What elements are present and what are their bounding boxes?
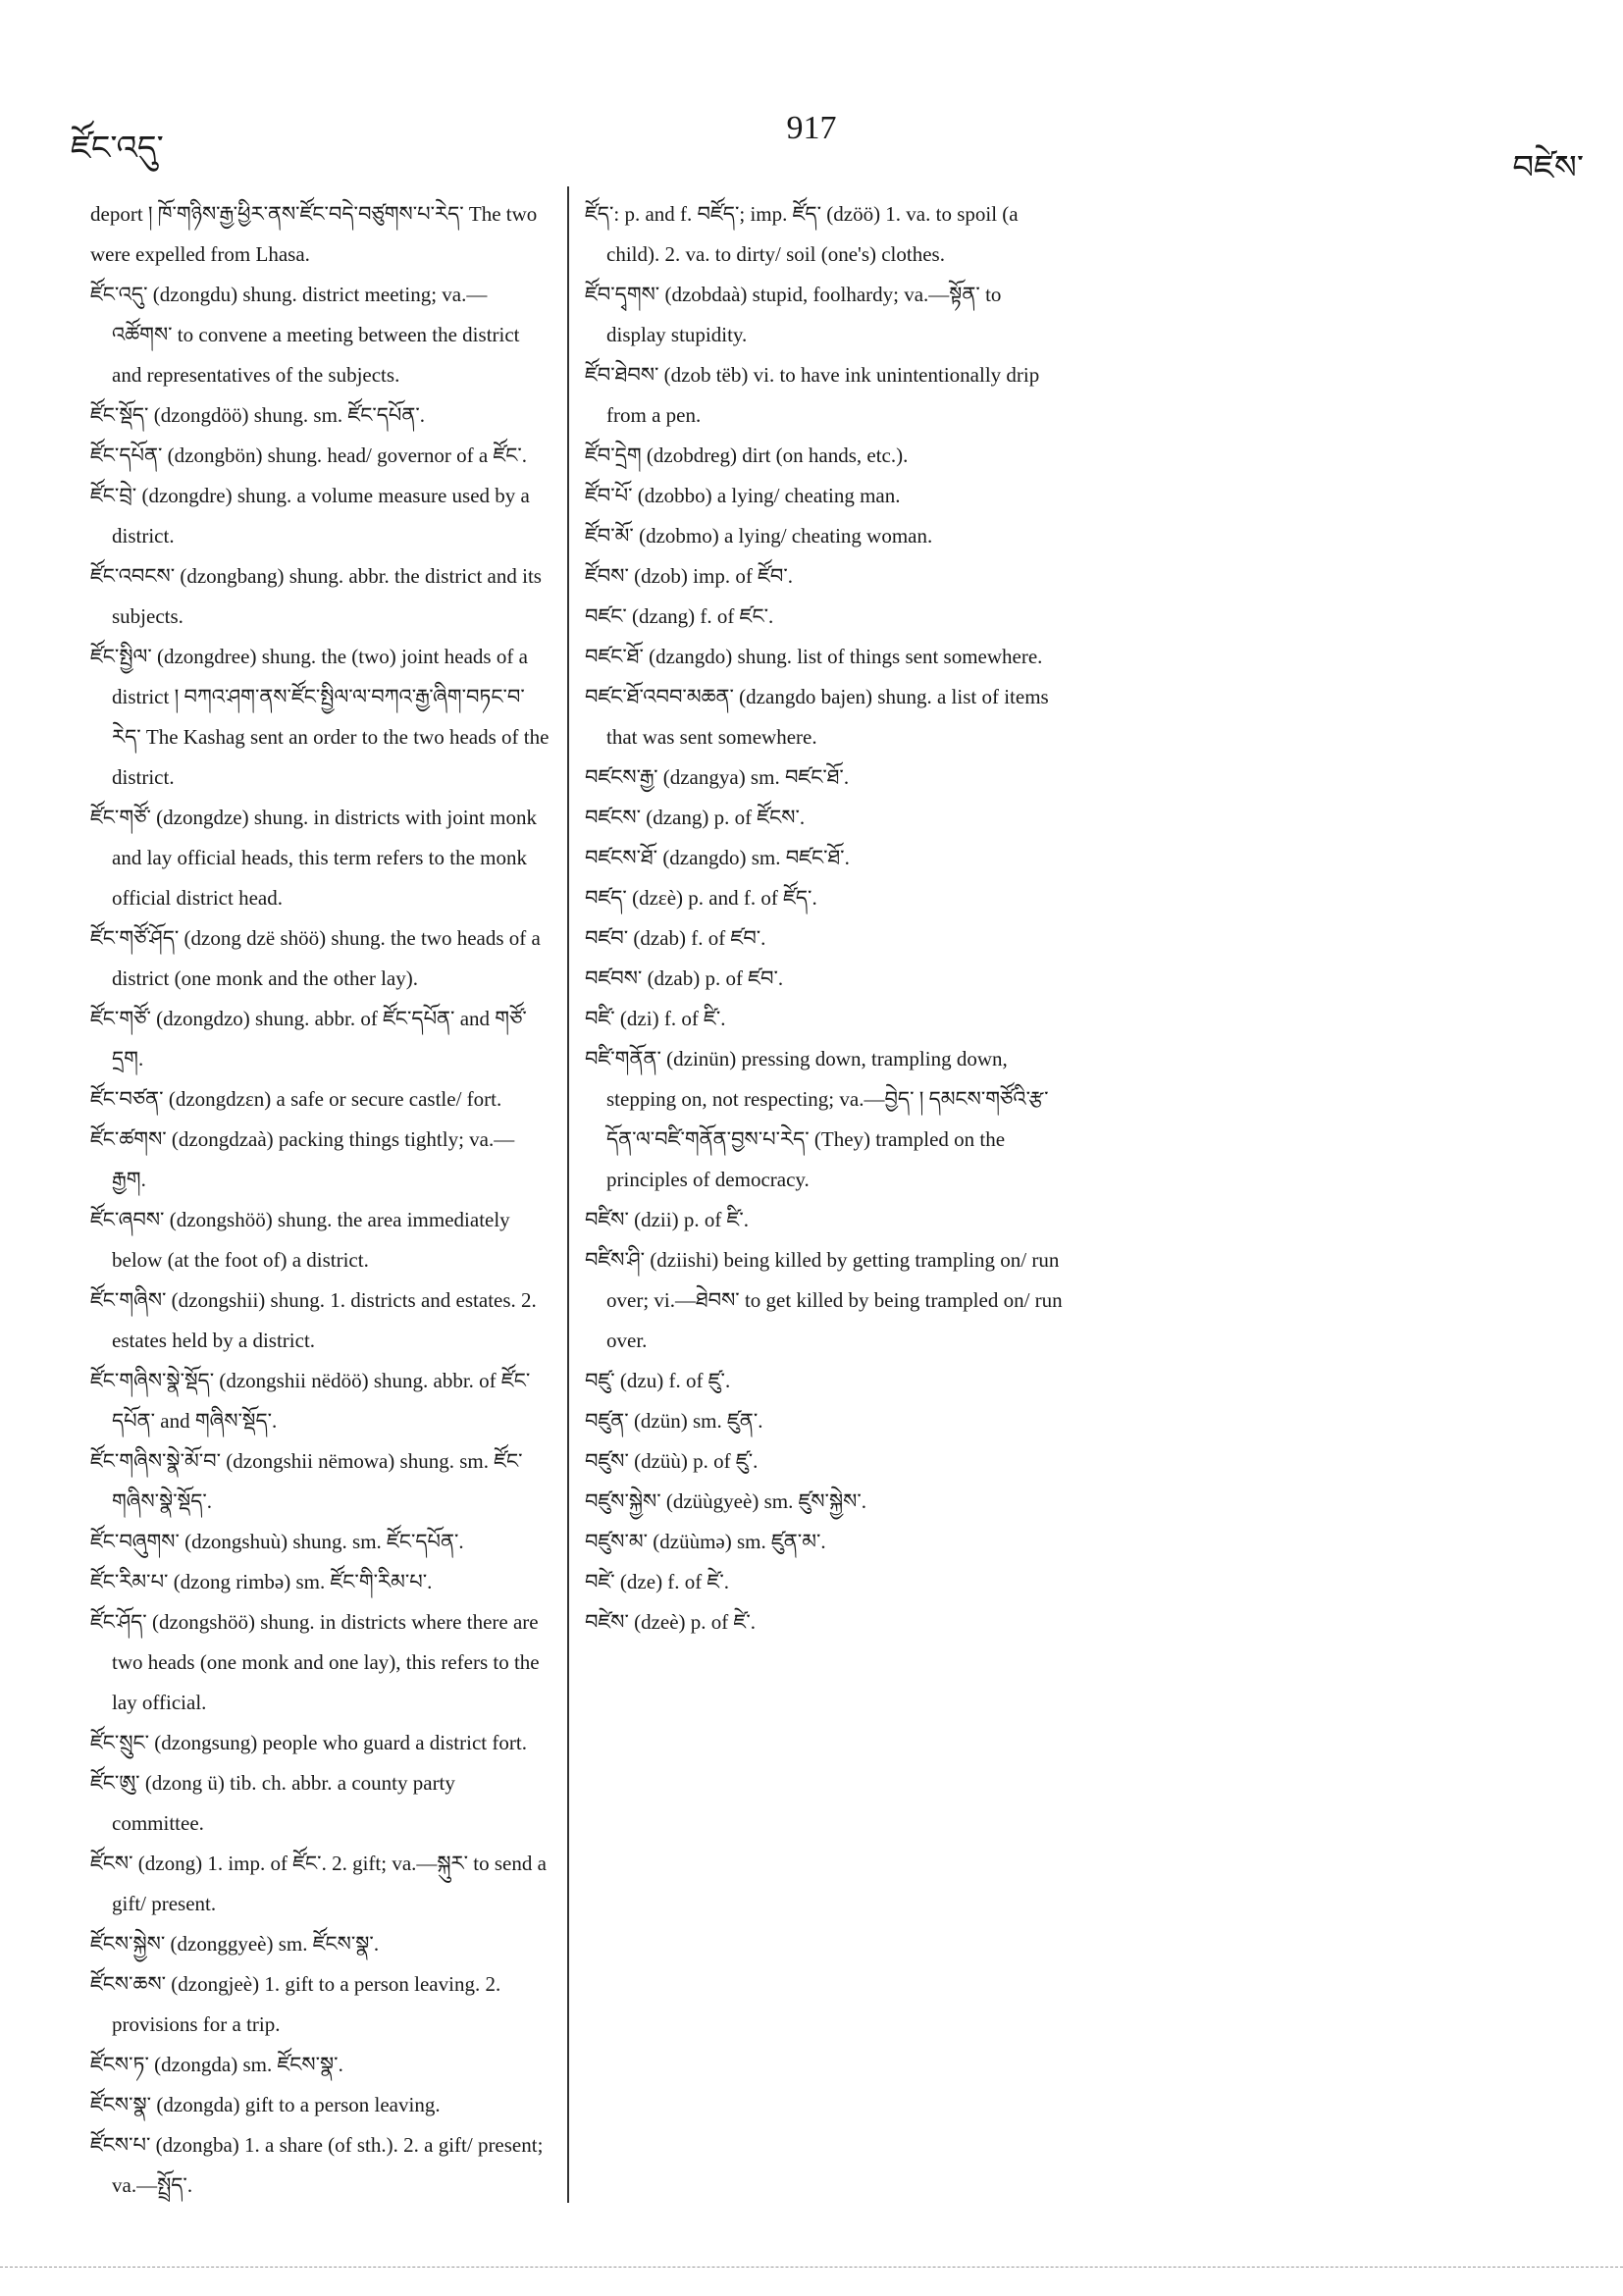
dictionary-entry: བཛིས་ཤི་ (dziishi) being killed by getting trampling on/ run over; vi.—ཐེབས་ to get killed by being trampled on/ run over.	[585, 1248, 1063, 1352]
dictionary-entry: ཛོང་སྲུང་ (dzongsung) people who guard a district fort.	[90, 1731, 527, 1754]
dictionary-entry: བཛབ་ (dzab) f. of ཛབ་.	[585, 926, 766, 950]
dictionary-entry: བཛད་ (dzɛè) p. and f. of ཛོད་.	[585, 886, 817, 910]
dictionary-entry: བཛངས་ (dzang) p. of ཛོངས་.	[585, 806, 806, 829]
right-column	[585, 194, 1066, 1643]
dictionary-entry: ཛོང་གཞིས་ (dzongshii) shung. 1. districts and estates. 2. estates held by a district.	[90, 1288, 537, 1352]
dictionary-entry: ཛོང་བཞུགས་ (dzongshuù) shung. sm. ཛོང་དཔོན་.	[90, 1530, 464, 1553]
dictionary-entry: བཛང་ཐོ་འབབ་མཆན་ (dzangdo bajen) shung. a list of items that was sent somewhere.	[585, 685, 1049, 749]
dictionary-entry: ཛོངས་སྐྱེས་ (dzonggyeè) sm. ཛོངས་སྣ་.	[90, 1932, 380, 1956]
dictionary-entry: བཛུས་ (dzüù) p. of ཛུ་.	[585, 1449, 759, 1473]
dictionary-entry: ཛོབ་དྭགས་ (dzobdaà) stupid, foolhardy; va.—སྟོན་ to display stupidity.	[585, 283, 1002, 346]
dictionary-entry: ཛོང་ཞབས་ (dzongshöö) shung. the area immediately below (at the foot of) a district.	[90, 1208, 510, 1272]
dictionary-entry: བཛེ་ (dze) f. of ཛེ་.	[585, 1570, 730, 1593]
dictionary-entry: བཛངས་རྒྱ་ (dzangya) sm. བཛང་ཐོ་.	[585, 765, 850, 789]
dictionary-entry: ཛོབས་ (dzob) imp. of ཛོབ་.	[585, 564, 794, 588]
dictionary-entry: ཛོབ་པོ་ (dzobbo) a lying/ cheating man.	[585, 484, 901, 507]
dictionary-entry: ཛོངས་ཆས་ (dzongjeè) 1. gift to a person leaving. 2. provisions for a trip.	[90, 1972, 501, 2036]
dictionary-entry: བཛུ་ (dzu) f. of ཛུ་.	[585, 1369, 731, 1392]
dictionary-entry: ཛོངས་ཏ་ (dzongda) sm. ཛོངས་སྣ་.	[90, 2053, 343, 2076]
column-rule	[567, 186, 569, 2203]
dictionary-entry: ཛོང་བྲེ་ (dzongdre) shung. a volume measure used by a district.	[90, 484, 530, 548]
dictionary-entry: བཛི་ (dzi) f. of ཛི་.	[585, 1007, 726, 1030]
dictionary-entry: ཛོང་ཤོད་ (dzongshöö) shung. in districts where there are two heads (one monk and one lay), this refers to the lay official.	[90, 1610, 540, 1714]
page-number: 917	[786, 110, 837, 146]
dictionary-entry: བཛིས་ (dzii) p. of ཛི་.	[585, 1208, 750, 1231]
dictionary-entry: ཛོང་ཨུ་ (dzong ü) tib. ch. abbr. a county party committee.	[90, 1771, 455, 1835]
dictionary-entry: ཛོང་བཙན་ (dzongdzɛn) a safe or secure castle/ fort.	[90, 1087, 502, 1111]
dictionary-entry: ཛོང་གཙོ་ (dzongdze) shung. in districts with joint monk and lay official heads, this term refers to the monk official district head.	[90, 806, 538, 910]
dictionary-entry: ཛོད་: p. and f. བཛོད་; imp. ཛོད་ (dzöö) 1. va. to spoil (a child). 2. va. to dirty/ soil (one's) clothes.	[585, 202, 1019, 266]
dictionary-entry: ཛོངས་སྣ་ (dzongda) gift to a person leaving.	[90, 2093, 441, 2116]
dictionary-entry: བཛུས་མ་ (dzüùmə) sm. ཛུན་མ་.	[585, 1530, 826, 1553]
dictionary-entry: བཛངས་ཐོ་ (dzangdo) sm. བཛང་ཐོ་.	[585, 846, 850, 869]
dictionary-entry: ཛོང་གཞིས་སྣེ་སྡོད་ (dzongshii nëdöö) shung. abbr. of ཛོང་དཔོན་ and གཞིས་སྡོད་.	[90, 1369, 531, 1433]
footer-rule	[0, 2267, 1623, 2268]
dictionary-entry: ཛོབ་དྲེག (dzobdreg) dirt (on hands, etc.).	[585, 444, 909, 467]
dictionary-entry: ཛོབ་མོ་ (dzobmo) a lying/ cheating woman.	[585, 524, 933, 548]
dictionary-entry: ཛོང་གཞིས་སྣེ་མོ་བ་ (dzongshii nëmowa) shung. sm. ཛོང་གཞིས་སྣེ་སྡོད་.	[90, 1449, 523, 1513]
dictionary-entry: deport ། ཁོ་གཉིས་རྒྱ་ཕྱིར་ནས་ཛོང་བདེ་བཙུགས་པ་རེད་ The two were expelled from Lhasa.	[90, 202, 538, 266]
dictionary-entry: བཛང་ (dzang) f. of ཛང་.	[585, 604, 774, 628]
dictionary-entry: བཛུན་ (dzün) sm. ཛུན་.	[585, 1409, 763, 1433]
dictionary-entry: ཛོབ་ཐེབས་ (dzob tëb) vi. to have ink unintentionally drip from a pen.	[585, 363, 1040, 427]
dictionary-entry: བཛང་ཐོ་ (dzangdo) shung. list of things sent somewhere.	[585, 645, 1043, 668]
dictionary-entry: ཛོང་དཔོན་ (dzongbön) shung. head/ governor of a ཛོང་.	[90, 444, 528, 467]
dictionary-entry: བཛི་གནོན་ (dzinün) pressing down, trampling down, stepping on, not respecting; va.—བྱེད་ ། དམངས་གཙོའི་རྩ་དོན་ལ་བཛི་གནོན་བྱས་པ་རེད་ (They) trampled on the principles of democracy.	[585, 1047, 1049, 1191]
dictionary-entry: ཛོང་འབངས་ (dzongbang) shung. abbr. the district and its subjects.	[90, 564, 542, 628]
dictionary-entry: བཛུས་སྐྱེས་ (dzüùgyeè) sm. ཛུས་སྐྱེས་.	[585, 1489, 866, 1513]
dictionary-entry: ཛོང་རིམ་པ་ (dzong rimbə) sm. ཛོང་གི་རིམ་པ་.	[90, 1570, 433, 1593]
dictionary-entry: ཛོང་འདུ་ (dzongdu) shung. district meeting; va.— འཚོགས་ to convene a meeting between the district and representatives of the subjects.	[90, 283, 520, 387]
guideword-left: ཛོང་འདུ་	[71, 130, 164, 167]
left-column	[90, 194, 551, 2206]
dictionary-entry: ཛོངས་པ་ (dzongba) 1. a share (of sth.). 2. a gift/ present; va.—སྤྲོད་.	[90, 2133, 544, 2197]
dictionary-entry: ཛོང་སྡོད་ (dzongdöö) shung. sm. ཛོང་དཔོན་.	[90, 403, 426, 427]
dictionary-entry: བཛེས་ (dzeè) p. of ཛེ་.	[585, 1610, 757, 1634]
guideword-right: བཛེས་	[1512, 150, 1584, 186]
dictionary-entry: ཛོང་གཙོ་ཤོད་ (dzong dzë shöö) shung. the two heads of a district (one monk and the other lay).	[90, 926, 541, 990]
dictionary-entry: བཛབས་ (dzab) p. of ཛབ་.	[585, 966, 784, 990]
dictionary-entry: ཛོངས་ (dzong) 1. imp. of ཛོང་. 2. gift; va.—སྐུར་ to send a gift/ present.	[90, 1852, 547, 1915]
dictionary-entry: ཛོང་ཚགས་ (dzongdzaà) packing things tightly; va.— རྒྱག.	[90, 1127, 515, 1191]
dictionary-entry: ཛོང་གཙོ་ (dzongdzo) shung. abbr. of ཛོང་དཔོན་ and གཙོ་དྲག.	[90, 1007, 527, 1070]
dictionary-entry: ཛོང་སྤྱིལ་ (dzongdree) shung. the (two) joint heads of a district ། བཀའ་ཤག་ནས་ཛོང་སྤྱིལ་ལ་བཀའ་རྒྱ་ཞིག་བཏང་བ་རེད་ The Kashag sent an order to the two heads of the district.	[90, 645, 550, 789]
